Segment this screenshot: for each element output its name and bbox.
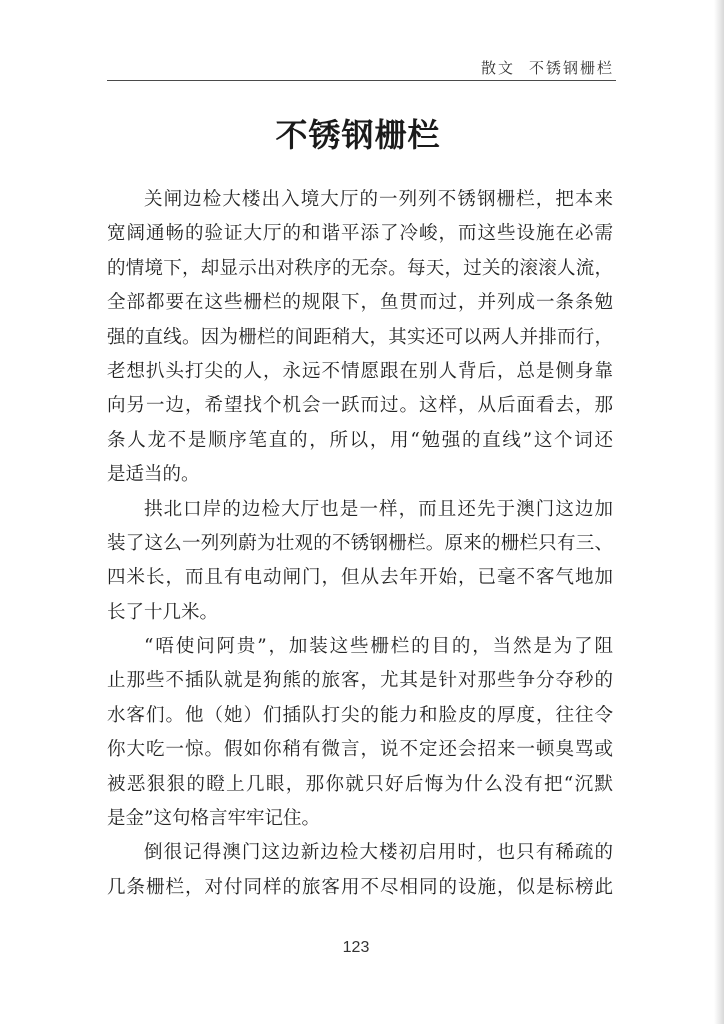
paragraph-4-line: 倒很记得澳门这边新边检大楼初启用时，也只有稀疏的	[144, 842, 613, 864]
article-title: 不锈钢栅栏	[275, 116, 441, 154]
paragraph-3-line: 被恶狠狠的瞪上几眼，那你就只好后悔为什么没有把“沉默	[107, 773, 613, 795]
paragraph-2-line: 拱北口岸的边检大厅也是一样，而且还先于澳门这边加	[144, 498, 613, 520]
paragraph-1-line: 宽阔通畅的验证大厅的和谐平添了冷峻，而这些设施在必需	[107, 223, 613, 245]
paragraph-2-line: 四米长，而且有电动闸门，但从去年开始，已毫不客气地加	[107, 567, 613, 589]
paragraph-1-line: 的情境下，却显示出对秩序的无奈。每天，过关的滚滚人流，	[107, 257, 613, 279]
paragraph-1-line: 全部都要在这些栅栏的规限下，鱼贯而过，并列成一条条勉	[107, 292, 613, 314]
article-body	[107, 183, 613, 905]
header-rule	[107, 80, 616, 81]
paragraph-3-line: “唔使问阿贵”，加装这些栅栏的目的，当然是为了阻	[144, 636, 613, 658]
paragraph-1-line: 条人龙不是顺序笔直的，所以，用“勉强的直线”这个词还	[107, 429, 613, 451]
paragraph-3-line: 你大吃一惊。假如你稍有微言，说不定还会招来一顿臭骂或	[107, 739, 613, 761]
paragraph-1-line: 向另一边，希望找个机会一跃而过。这样，从后面看去，那	[107, 395, 613, 417]
paragraph-1-line: 关闸边检大楼出入境大厅的一列列不锈钢栅栏，把本来	[144, 189, 613, 210]
running-header-section: 散文	[480, 59, 515, 77]
running-header-title: 不锈钢栅栏	[528, 59, 614, 77]
paragraph-3-line: 止那些不插队就是狗熊的旅客，尤其是针对那些争分夺秒的	[107, 670, 613, 692]
paragraph-1-line: 强的直线。因为栅栏的间距稍大，其实还可以两人并排而行，	[107, 326, 613, 348]
running-header	[481, 57, 614, 78]
paragraph-2-line: 装了这么一列列蔚为壮观的不锈钢栅栏。原来的栅栏只有三、	[107, 532, 613, 554]
paragraph-1-line: 老想扒头打尖的人，永远不情愿跟在别人背后，总是侧身靠	[107, 360, 613, 382]
page-number: 123	[342, 939, 370, 956]
paragraph-3-line: 水客们。他（她）们插队打尖的能力和脸皮的厚度，往往令	[107, 704, 613, 726]
paragraph-1-line: 是适当的。	[107, 464, 200, 486]
paragraph-4-line: 几条栅栏，对付同样的旅客用不尽相同的设施，似是标榜此	[107, 876, 613, 898]
paragraph-2-line: 长了十几米。	[107, 601, 219, 623]
paragraph-3-line: 是金”这句格言牢牢记住。	[107, 808, 320, 830]
